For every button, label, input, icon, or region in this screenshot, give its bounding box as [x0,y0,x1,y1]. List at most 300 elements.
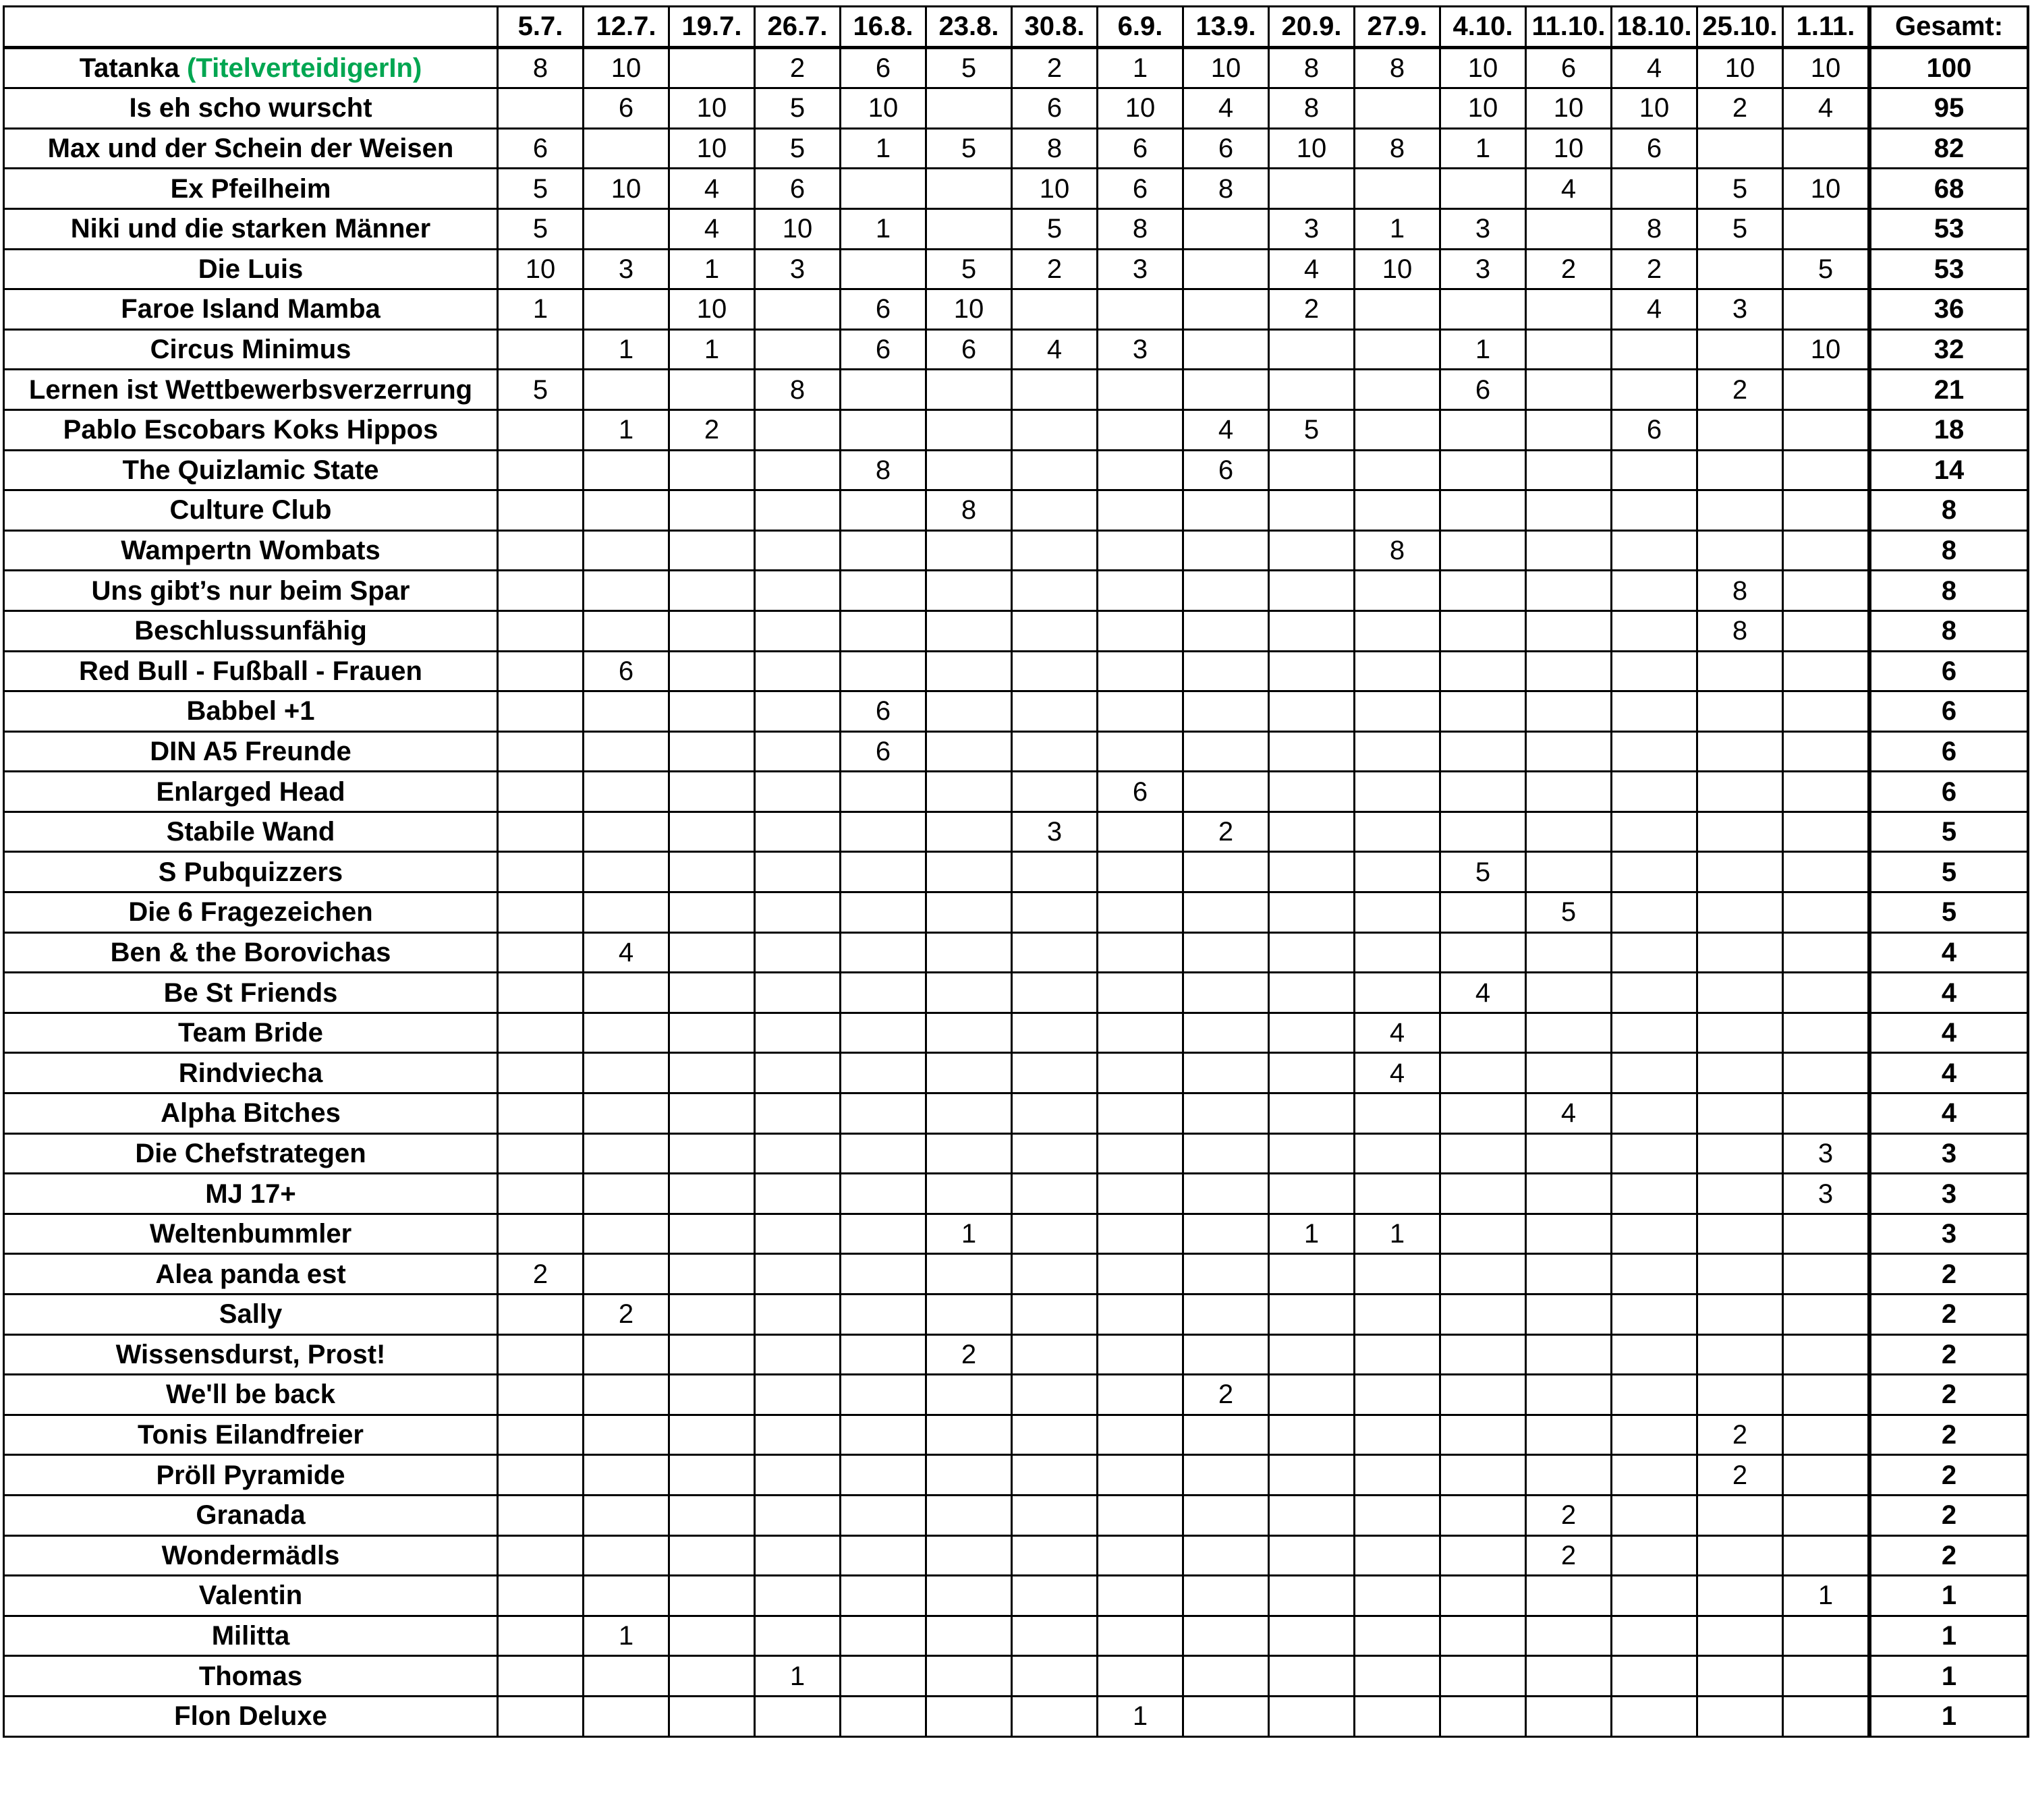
score-cell [1183,530,1269,571]
header-total: Gesamt: [1869,7,2028,48]
score-cell [1783,530,1870,571]
score-cell [1526,530,1612,571]
score-cell [1098,1254,1183,1295]
team-name: Die Luis [198,254,304,284]
score-cell [1440,1254,1526,1295]
score-cell [1269,1174,1355,1214]
team-name: Tatanka [79,53,179,83]
score-cell: 4 [1355,1013,1440,1053]
team-name: Wampertn Wombats [121,536,380,566]
score-cell [1526,1415,1612,1455]
score-cell [669,1415,755,1455]
score-cell: 10 [1355,249,1440,289]
total-cell: 1 [1869,1656,2028,1697]
score-cell [498,1174,584,1214]
score-cell [584,1375,669,1415]
team-name-cell [4,1576,498,1616]
score-cell [755,973,841,1013]
table-row [4,1174,2029,1214]
score-cell [1697,812,1783,852]
score-cell [755,1295,841,1335]
score-cell [1355,1375,1440,1415]
total-cell: 21 [1869,370,2028,410]
header-date: 18.10. [1612,7,1697,48]
team-name-cell [4,1174,498,1214]
score-cell [1697,1616,1783,1656]
score-cell [755,329,841,370]
score-cell [841,610,926,651]
score-cell [1183,1174,1269,1214]
score-cell [1098,1455,1183,1496]
score-cell: 5 [755,88,841,129]
score-cell [1269,772,1355,812]
table-row [4,731,2029,772]
score-cell [1783,409,1870,450]
score-cell [1269,329,1355,370]
score-cell [755,1214,841,1254]
score-cell [669,571,755,611]
score-cell [584,1254,669,1295]
header-date: 1.11. [1783,7,1870,48]
score-cell [584,1013,669,1053]
score-cell: 4 [1012,329,1098,370]
score-cell [1012,490,1098,531]
score-cell [1526,610,1612,651]
score-cell: 1 [841,128,926,169]
score-cell [1440,691,1526,732]
team-name-cell [4,1415,498,1455]
score-table [3,5,2029,1738]
score-cell [1612,1455,1697,1496]
score-cell [669,691,755,732]
score-cell: 10 [1526,128,1612,169]
score-cell [755,1133,841,1174]
score-cell [1783,370,1870,410]
score-cell [498,1455,584,1496]
score-cell: 3 [755,249,841,289]
team-name: Beschlussunfähig [134,616,367,646]
total-cell: 36 [1869,289,2028,330]
score-cell [1355,731,1440,772]
total-cell: 2 [1869,1415,2028,1455]
score-cell [1098,1495,1183,1535]
score-cell [1355,772,1440,812]
score-cell [1612,973,1697,1013]
score-cell [1098,1133,1183,1174]
score-cell [841,1295,926,1335]
score-cell [1783,1656,1870,1697]
score-cell: 3 [1697,289,1783,330]
score-cell: 10 [755,208,841,249]
score-cell [498,1375,584,1415]
score-cell [498,1214,584,1254]
score-cell [1526,1254,1612,1295]
score-cell [1183,289,1269,330]
table-row [4,651,2029,691]
table-row [4,852,2029,892]
score-cell [926,1053,1012,1093]
score-cell: 5 [1783,249,1870,289]
score-cell [1783,490,1870,531]
table-row [4,1013,2029,1053]
total-cell: 68 [1869,169,2028,209]
score-cell [1440,932,1526,973]
score-cell [1440,1535,1526,1576]
score-cell: 6 [841,731,926,772]
score-cell [498,651,584,691]
score-cell [498,1093,584,1134]
score-cell: 5 [498,370,584,410]
score-cell [755,1696,841,1736]
score-cell [1697,1375,1783,1415]
score-cell [1697,249,1783,289]
score-cell: 3 [1098,249,1183,289]
team-name: Weltenbummler [149,1219,352,1249]
table-row [4,973,2029,1013]
score-cell [755,691,841,732]
score-cell: 8 [1098,208,1183,249]
score-cell: 4 [1440,973,1526,1013]
score-cell [926,731,1012,772]
score-cell: 2 [1697,88,1783,129]
score-cell [1183,571,1269,611]
score-cell [1440,1616,1526,1656]
team-name-cell [4,169,498,209]
total-cell: 4 [1869,1013,2028,1053]
table-row [4,892,2029,933]
score-cell [1012,973,1098,1013]
score-cell [1012,932,1098,973]
score-cell [1612,932,1697,973]
team-name: Thomas [198,1661,303,1691]
score-cell: 2 [1526,249,1612,289]
score-cell [584,1174,669,1214]
score-cell [1697,651,1783,691]
score-cell: 8 [1697,571,1783,611]
score-cell [1526,932,1612,973]
total-cell: 6 [1869,772,2028,812]
score-cell [669,651,755,691]
total-cell: 2 [1869,1495,2028,1535]
score-cell [841,812,926,852]
team-name-cell [4,208,498,249]
score-cell [1526,208,1612,249]
score-cell [1269,1576,1355,1616]
score-cell [1526,409,1612,450]
score-cell [1098,1334,1183,1375]
score-cell [584,1133,669,1174]
score-cell [1355,1254,1440,1295]
score-cell: 2 [498,1254,584,1295]
score-cell: 2 [755,47,841,88]
score-cell [1269,812,1355,852]
score-cell [926,1013,1012,1053]
header-row [4,7,2029,48]
team-name-cell [4,1656,498,1697]
score-cell [669,1495,755,1535]
score-cell [1012,1214,1098,1254]
score-cell: 4 [1526,1093,1612,1134]
score-cell: 2 [669,409,755,450]
score-cell [841,1334,926,1375]
score-cell [1012,530,1098,571]
score-cell [1612,1133,1697,1174]
total-cell: 8 [1869,571,2028,611]
score-cell [1012,1133,1098,1174]
score-cell [498,450,584,490]
score-cell [498,1013,584,1053]
score-cell [841,370,926,410]
score-cell [498,610,584,651]
score-cell [669,1254,755,1295]
score-cell [1697,1576,1783,1616]
score-cell [1098,1375,1183,1415]
team-name: Culture Club [169,495,332,525]
score-cell: 6 [841,329,926,370]
score-cell [1783,1214,1870,1254]
score-cell [841,1535,926,1576]
score-cell: 1 [669,329,755,370]
team-name-cell [4,329,498,370]
score-cell [584,812,669,852]
header-date: 23.8. [926,7,1012,48]
score-cell [1183,610,1269,651]
score-cell [1355,812,1440,852]
score-cell: 1 [1440,329,1526,370]
score-cell [841,772,926,812]
score-cell [1612,1214,1697,1254]
score-cell [584,772,669,812]
total-cell: 3 [1869,1214,2028,1254]
team-name-cell [4,772,498,812]
score-cell [1440,1495,1526,1535]
score-cell [1183,490,1269,531]
score-cell [498,490,584,531]
team-name-cell [4,530,498,571]
score-cell [1098,490,1183,531]
score-cell [926,1133,1012,1174]
score-cell [1183,1053,1269,1093]
score-cell [926,892,1012,933]
team-name: Stabile Wand [166,817,335,847]
score-cell [1783,772,1870,812]
score-cell: 10 [1183,47,1269,88]
score-cell [1269,530,1355,571]
score-cell [1612,1334,1697,1375]
team-name: Be St Friends [163,977,338,1008]
score-cell [1783,1616,1870,1656]
team-name-cell [4,1455,498,1496]
score-cell [1355,973,1440,1013]
score-cell [755,610,841,651]
team-name: Niki und die starken Männer [70,214,431,244]
score-cell: 6 [584,88,669,129]
score-cell [1526,329,1612,370]
score-cell [669,47,755,88]
score-cell [926,1174,1012,1214]
table-row [4,1616,2029,1656]
score-cell [1098,1295,1183,1335]
score-cell [1269,1133,1355,1174]
score-cell [498,571,584,611]
team-name-cell [4,370,498,410]
score-cell [1526,772,1612,812]
score-cell [1012,370,1098,410]
score-cell [498,1576,584,1616]
team-name: Enlarged Head [156,776,345,807]
score-cell [669,1455,755,1496]
score-cell [1783,1415,1870,1455]
score-cell: 4 [1783,88,1870,129]
score-cell [841,1174,926,1214]
score-cell [1697,1013,1783,1053]
score-cell [755,1254,841,1295]
score-cell [1440,812,1526,852]
score-cell [1440,409,1526,450]
score-cell: 6 [1098,169,1183,209]
score-cell [841,1455,926,1496]
score-cell [1098,370,1183,410]
score-cell [669,1616,755,1656]
score-cell [1098,450,1183,490]
score-cell [584,490,669,531]
score-cell [1612,610,1697,651]
score-cell [1440,1696,1526,1736]
score-cell [1526,1334,1612,1375]
score-cell [1355,1295,1440,1335]
total-cell: 1 [1869,1576,2028,1616]
score-cell [1183,1254,1269,1295]
score-cell [755,1375,841,1415]
team-name-cell [4,450,498,490]
score-cell [841,1696,926,1736]
score-cell [1697,1053,1783,1093]
score-cell: 8 [1012,128,1098,169]
score-cell [1098,1093,1183,1134]
score-cell [1697,1656,1783,1697]
table-row [4,772,2029,812]
total-cell: 14 [1869,450,2028,490]
score-cell [755,812,841,852]
score-cell [1697,409,1783,450]
score-cell [1783,1455,1870,1496]
score-cell: 6 [1183,128,1269,169]
score-cell [1783,852,1870,892]
score-cell [1012,1656,1098,1697]
team-name: Die 6 Fragezeichen [128,897,373,928]
score-cell: 1 [584,409,669,450]
score-cell [1183,1455,1269,1496]
score-cell [1098,691,1183,732]
score-cell [498,1495,584,1535]
table-row [4,1133,2029,1174]
score-cell [1098,530,1183,571]
table-row [4,1093,2029,1134]
score-cell [1355,651,1440,691]
score-cell [1440,731,1526,772]
score-cell [1440,1656,1526,1697]
team-name: Tonis Eilandfreier [138,1420,364,1450]
score-cell: 10 [1783,169,1870,209]
score-cell: 10 [1697,47,1783,88]
score-cell [669,370,755,410]
score-cell [1183,892,1269,933]
score-cell [926,691,1012,732]
score-cell [1269,1455,1355,1496]
score-cell [669,530,755,571]
score-cell [1440,1455,1526,1496]
score-cell [1355,329,1440,370]
score-cell: 4 [584,932,669,973]
score-cell [1783,1696,1870,1736]
score-cell [1269,1696,1355,1736]
score-cell: 8 [498,47,584,88]
team-name: Militta [211,1621,290,1651]
table-row [4,1696,2029,1736]
team-name: Circus Minimus [150,335,351,365]
score-cell: 2 [1012,249,1098,289]
score-cell: 5 [1440,852,1526,892]
score-cell: 1 [1098,47,1183,88]
score-cell [584,208,669,249]
score-cell: 8 [841,450,926,490]
score-cell [1012,1616,1098,1656]
score-cell [1612,1013,1697,1053]
score-cell [1269,892,1355,933]
score-cell [1012,610,1098,651]
score-cell [1355,1495,1440,1535]
score-cell [841,490,926,531]
score-cell [669,852,755,892]
total-cell: 2 [1869,1295,2028,1335]
score-cell [1526,1576,1612,1616]
score-cell: 1 [1783,1576,1870,1616]
score-cell [926,1375,1012,1415]
score-cell: 10 [1440,88,1526,129]
score-cell: 1 [841,208,926,249]
score-cell [1697,932,1783,973]
team-name-cell [4,1334,498,1375]
score-cell [1783,651,1870,691]
team-name-cell [4,249,498,289]
score-cell [1183,1013,1269,1053]
score-cell [1783,1053,1870,1093]
score-cell [669,1656,755,1697]
score-cell [669,892,755,933]
score-cell [1612,1535,1697,1576]
score-cell [926,1656,1012,1697]
score-cell [926,208,1012,249]
score-cell: 10 [1612,88,1697,129]
table-row [4,169,2029,209]
score-cell [498,731,584,772]
score-cell [498,409,584,450]
score-cell [1697,490,1783,531]
score-cell [669,1295,755,1335]
score-cell [926,1576,1012,1616]
score-cell [1098,610,1183,651]
score-cell [841,530,926,571]
score-cell [1355,169,1440,209]
score-cell [1697,450,1783,490]
table-row [4,1535,2029,1576]
score-cell [841,1656,926,1697]
score-cell [584,128,669,169]
score-cell [1183,691,1269,732]
table-row [4,1415,2029,1455]
score-cell [1697,892,1783,933]
score-cell: 10 [841,88,926,129]
